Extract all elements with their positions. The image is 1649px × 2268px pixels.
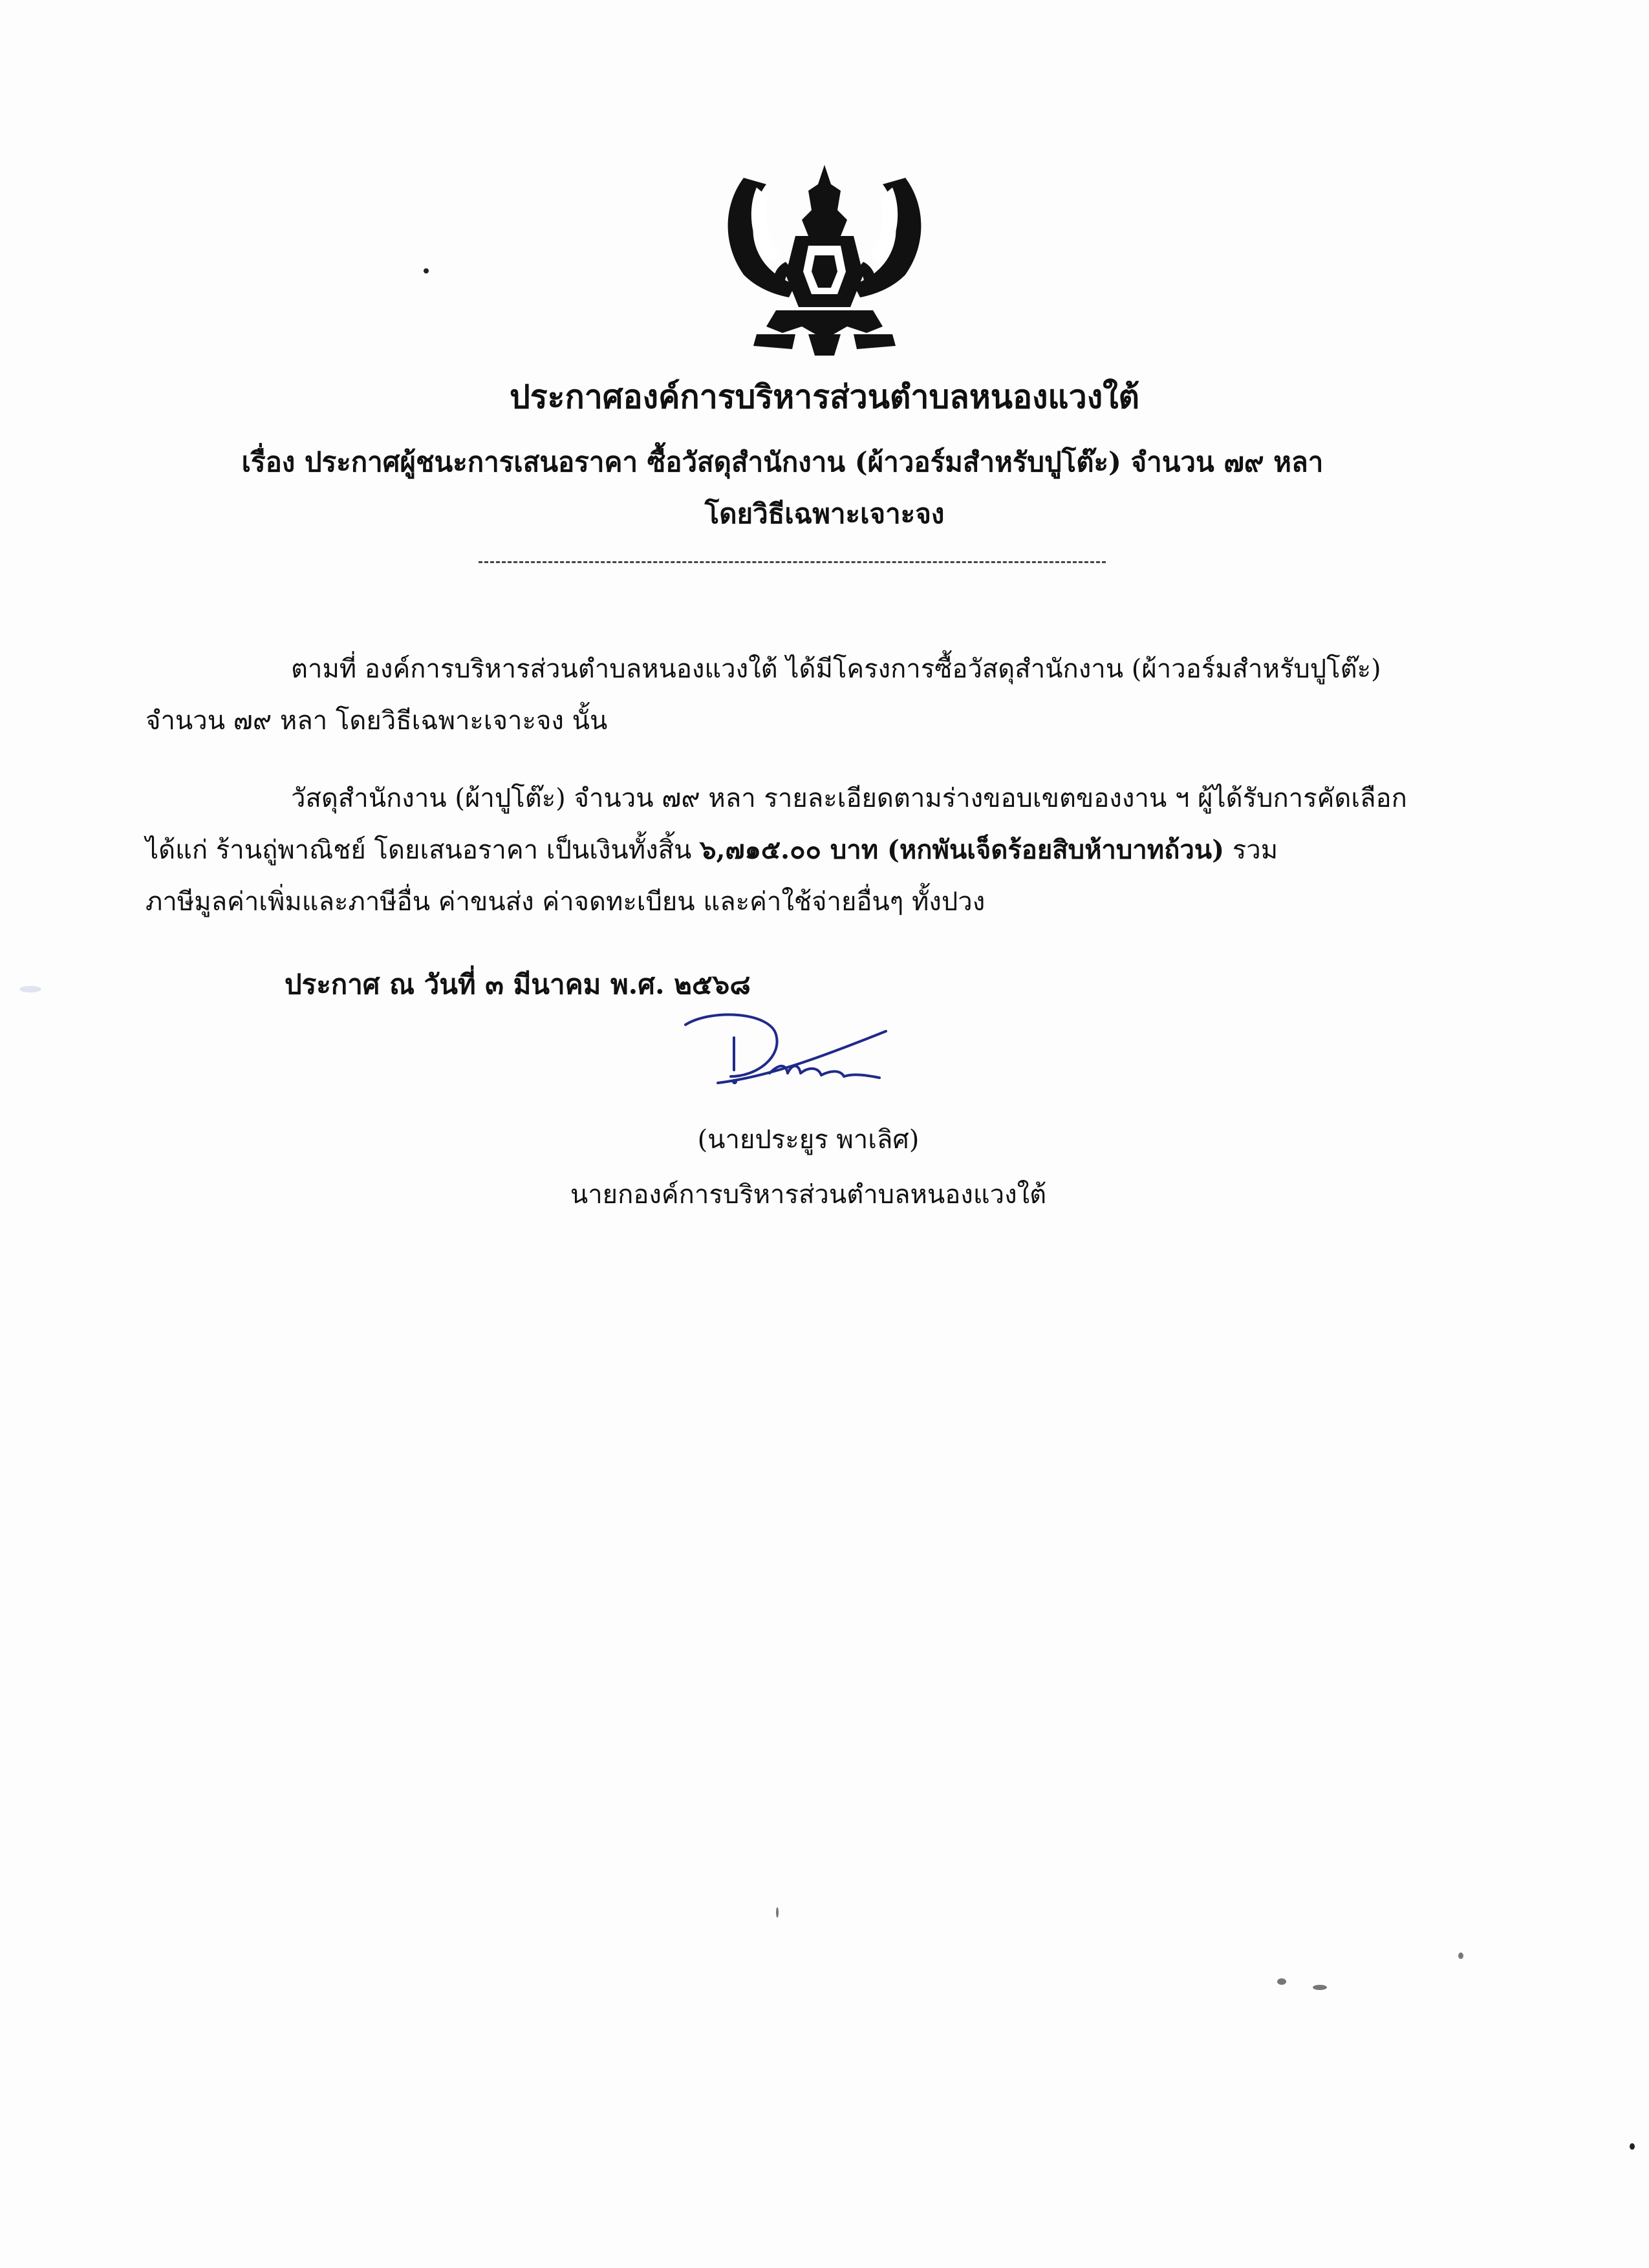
- paragraph-winner-line-3: ภาษีมูลค่าเพิ่มและภาษีอื่น ค่าขนส่ง ค่าจดทะเบียน และค่าใช้จ่ายอื่นๆ ทั้งปวง: [146, 887, 986, 917]
- scan-speck: [1630, 2143, 1635, 2150]
- scan-speck: [19, 986, 41, 992]
- document-method: โดยวิธีเฉพาะเจาะจง: [704, 498, 945, 530]
- handwritten-signature: [673, 1005, 931, 1102]
- signer-title: นายกองค์การบริหารส่วนตำบลหนองแวงใต้: [570, 1180, 1047, 1210]
- document-subject: เรื่อง ประกาศผู้ชนะการเสนอราคา ซื้อวัสดุสำนักงาน (ผ้าวอร์มสำหรับปูโต๊ะ) จำนวน ๗๙ หลา: [241, 446, 1324, 478]
- paragraph-winner-line-2: [146, 824, 1439, 876]
- dashed-divider: [479, 561, 1106, 563]
- paragraph-intro: [146, 643, 1439, 747]
- winning-amount: ๖,๗๑๕.๐๐ บาท (หกพันเจ็ดร้อยสิบห้าบาทถ้วน): [700, 835, 1225, 865]
- document-title: ประกาศองค์การบริหารส่วนตำบลหนองแวงใต้: [510, 378, 1139, 416]
- paragraph-intro-line-2: จำนวน ๗๙ หลา โดยวิธีเฉพาะเจาะจง นั้น: [146, 706, 608, 736]
- scan-speck: [776, 1907, 779, 1918]
- announcement-date: ประกาศ ณ วันที่ ๓ มีนาคม พ.ศ. ๒๕๖๘: [285, 968, 751, 1000]
- scan-speck: [1277, 1978, 1286, 1985]
- winner-line-prefix: ได้แก่ ร้านถู่พาณิชย์ โดยเสนอราคา เป็นเงินทั้งสิ้น: [146, 835, 692, 865]
- scan-speck: [1313, 1985, 1327, 1990]
- scan-speck: [424, 268, 429, 273]
- paragraph-intro-line-1: ตามที่ องค์การบริหารส่วนตำบลหนองแวงใต้ ได้มีโครงการซื้อวัสดุสำนักงาน (ผ้าวอร์มสำหรับปูโต๊ะ): [291, 654, 1381, 684]
- paragraph-winner: [146, 773, 1439, 928]
- scan-speck: [1458, 1952, 1463, 1959]
- signer-name: (นายประยูร พาเลิศ): [697, 1125, 920, 1155]
- garuda-emblem-icon: [718, 165, 931, 359]
- winner-line-suffix: รวม: [1232, 835, 1278, 865]
- paragraph-winner-line-1: วัสดุสำนักงาน (ผ้าปูโต๊ะ) จำนวน ๗๙ หลา รายละเอียดตามร่างขอบเขตของงาน ฯ ผู้ได้รับการคัดเลือก: [291, 784, 1407, 813]
